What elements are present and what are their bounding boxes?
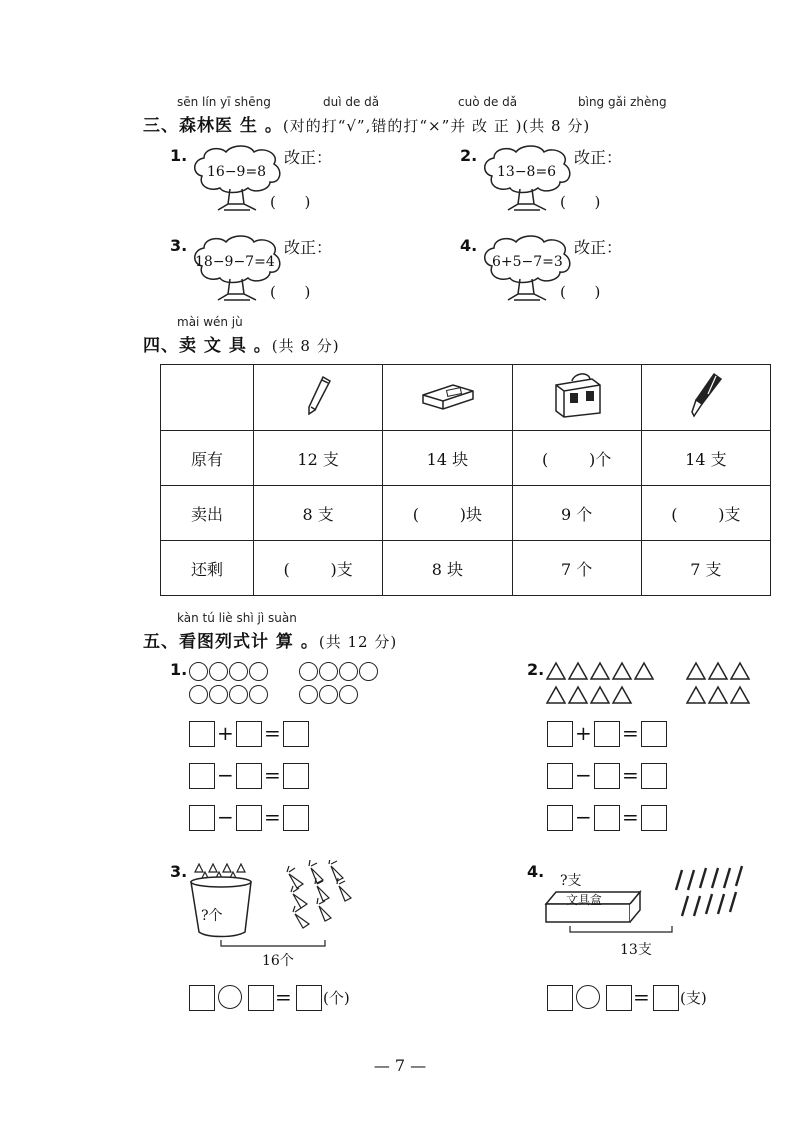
answer-box[interactable] xyxy=(189,985,215,1011)
answer-box[interactable] xyxy=(653,985,679,1011)
circle-shape xyxy=(249,685,268,704)
fountain-pen-icon xyxy=(688,372,724,420)
header-fountain-pen xyxy=(641,365,770,431)
unit-label: (支) xyxy=(680,989,707,1007)
circle-shape xyxy=(359,662,378,681)
correct-label: 改正： xyxy=(574,238,623,257)
header-schoolbag xyxy=(512,365,641,431)
table-blank-cell[interactable]: ( )支 xyxy=(254,541,383,596)
pinyin-cuodeda: cuò de dǎ xyxy=(458,95,518,109)
answer-box[interactable] xyxy=(248,985,274,1011)
item-number: 4. xyxy=(460,236,478,255)
circle-shape xyxy=(339,662,358,681)
answer-box[interactable] xyxy=(236,763,262,789)
circle-shape xyxy=(249,662,268,681)
operator-plus: + xyxy=(575,721,592,745)
section3-heading xyxy=(143,111,590,136)
section3-title: 三、森林医 生 。 xyxy=(143,116,283,136)
item-number: 3. xyxy=(170,862,188,881)
operator-equals: = xyxy=(275,985,292,1009)
answer-box[interactable] xyxy=(594,763,620,789)
item-number: 2. xyxy=(527,660,545,679)
circle-shape xyxy=(209,662,228,681)
circle-shape xyxy=(229,662,248,681)
table-blank-cell[interactable]: ( )支 xyxy=(641,486,770,541)
equation: 18−9−7=4 xyxy=(195,254,275,270)
correct-label: 改正： xyxy=(284,238,333,257)
section3-note: (对的打“√”,错的打“×”并 改 正 )(共 8 分) xyxy=(282,117,591,135)
table-blank-cell[interactable]: ( )个 xyxy=(512,431,641,486)
circle-shape xyxy=(319,662,338,681)
table-cell: 9 个 xyxy=(512,486,641,541)
answer-paren[interactable]: ( ) xyxy=(270,283,311,301)
answer-box[interactable] xyxy=(283,805,309,831)
item-number: 2. xyxy=(460,146,478,165)
operator-equals: = xyxy=(264,763,281,787)
answer-box[interactable] xyxy=(236,721,262,747)
answer-box[interactable] xyxy=(606,985,632,1011)
answer-box[interactable] xyxy=(236,805,262,831)
item-number: 3. xyxy=(170,236,188,255)
pencil-icon xyxy=(303,374,333,418)
operator-equals: = xyxy=(622,763,639,787)
eraser-icon xyxy=(417,379,477,413)
operator-equals: = xyxy=(622,805,639,829)
table-blank-cell[interactable]: ( )块 xyxy=(383,486,512,541)
equation: 16−9=8 xyxy=(207,164,267,180)
table-cell: 8 支 xyxy=(254,486,383,541)
operator-circle[interactable] xyxy=(576,985,600,1009)
pinyin-senlinyisheng: sēn lín yī shēng xyxy=(177,95,271,109)
answer-box[interactable] xyxy=(547,763,573,789)
answer-box[interactable] xyxy=(547,985,573,1011)
answer-box[interactable] xyxy=(283,763,309,789)
operator-circle[interactable] xyxy=(218,985,242,1009)
answer-box[interactable] xyxy=(641,763,667,789)
circle-shape xyxy=(339,685,358,704)
correct-label: 改正： xyxy=(574,148,623,167)
table-cell: 7 个 xyxy=(512,541,641,596)
operator-plus: + xyxy=(217,721,234,745)
answer-box[interactable] xyxy=(547,805,573,831)
answer-paren[interactable]: ( ) xyxy=(270,193,311,211)
row-label: 原有 xyxy=(161,431,254,486)
circle-shape xyxy=(299,685,318,704)
correct-label: 改正： xyxy=(284,148,333,167)
table-row xyxy=(161,431,771,486)
item-number: 4. xyxy=(527,862,545,881)
operator-minus: − xyxy=(217,763,234,787)
section4-title: 四、卖 文 具 。 xyxy=(143,336,272,356)
row-label: 还剩 xyxy=(161,541,254,596)
section5-heading xyxy=(143,627,397,652)
total-label: 13支 xyxy=(620,942,652,958)
operator-equals: = xyxy=(264,721,281,745)
answer-box[interactable] xyxy=(594,721,620,747)
table-cell: 14 支 xyxy=(641,431,770,486)
answer-box[interactable] xyxy=(296,985,322,1011)
circle-shape xyxy=(299,662,318,681)
pinyin-kantulieshijisuan: kàn tú liè shì jì suàn xyxy=(177,611,297,625)
total-label: 16个 xyxy=(262,953,294,969)
operator-equals: = xyxy=(622,721,639,745)
box-question: ?支 xyxy=(560,873,582,889)
answer-paren[interactable]: ( ) xyxy=(560,283,601,301)
operator-minus: − xyxy=(575,805,592,829)
answer-box[interactable] xyxy=(641,805,667,831)
pinyin-maiwenju: mài wén jù xyxy=(177,315,243,329)
answer-box[interactable] xyxy=(283,721,309,747)
answer-box[interactable] xyxy=(189,763,215,789)
header-pencil xyxy=(254,365,383,431)
stationery-table xyxy=(160,364,771,596)
operator-equals: = xyxy=(264,805,281,829)
item-number: 1. xyxy=(170,660,188,679)
section5-note: (共 12 分) xyxy=(318,633,398,651)
operator-minus: − xyxy=(217,805,234,829)
item-number: 1. xyxy=(170,146,188,165)
section4-heading xyxy=(143,331,340,356)
operator-equals: = xyxy=(633,985,650,1009)
header-empty-cell xyxy=(161,365,254,431)
table-header-row xyxy=(161,365,771,431)
section4-note: (共 8 分) xyxy=(271,337,340,355)
page-number: — 7 — xyxy=(373,1056,427,1075)
circle-shape xyxy=(189,662,208,681)
circle-shape xyxy=(189,685,208,704)
table-cell: 7 支 xyxy=(641,541,770,596)
pinyin-binggaizheng: bìng gǎi zhèng xyxy=(578,95,667,109)
triangle-group xyxy=(545,660,760,706)
table-cell: 8 块 xyxy=(383,541,512,596)
operator-minus: − xyxy=(575,763,592,787)
circle-shape xyxy=(319,685,338,704)
answer-box[interactable] xyxy=(641,721,667,747)
table-row xyxy=(161,486,771,541)
box-label: 文具盒 xyxy=(566,893,603,907)
pinyin-duideda: duì de dǎ xyxy=(323,95,380,109)
answer-box[interactable] xyxy=(189,805,215,831)
header-eraser xyxy=(383,365,512,431)
answer-paren[interactable]: ( ) xyxy=(560,193,601,211)
section5-title: 五、看图列式计 算 。 xyxy=(143,632,319,652)
table-cell: 12 支 xyxy=(254,431,383,486)
equation: 13−8=6 xyxy=(497,164,557,180)
schoolbag-icon xyxy=(548,373,606,419)
unit-label: (个) xyxy=(323,989,350,1007)
row-label: 卖出 xyxy=(161,486,254,541)
answer-box[interactable] xyxy=(594,805,620,831)
circle-shape xyxy=(209,685,228,704)
table-cell: 14 块 xyxy=(383,431,512,486)
table-row xyxy=(161,541,771,596)
circle-shape xyxy=(229,685,248,704)
answer-box[interactable] xyxy=(189,721,215,747)
answer-box[interactable] xyxy=(547,721,573,747)
equation: 6+5−7=3 xyxy=(492,254,563,270)
basket-label: ?个 xyxy=(201,908,223,924)
